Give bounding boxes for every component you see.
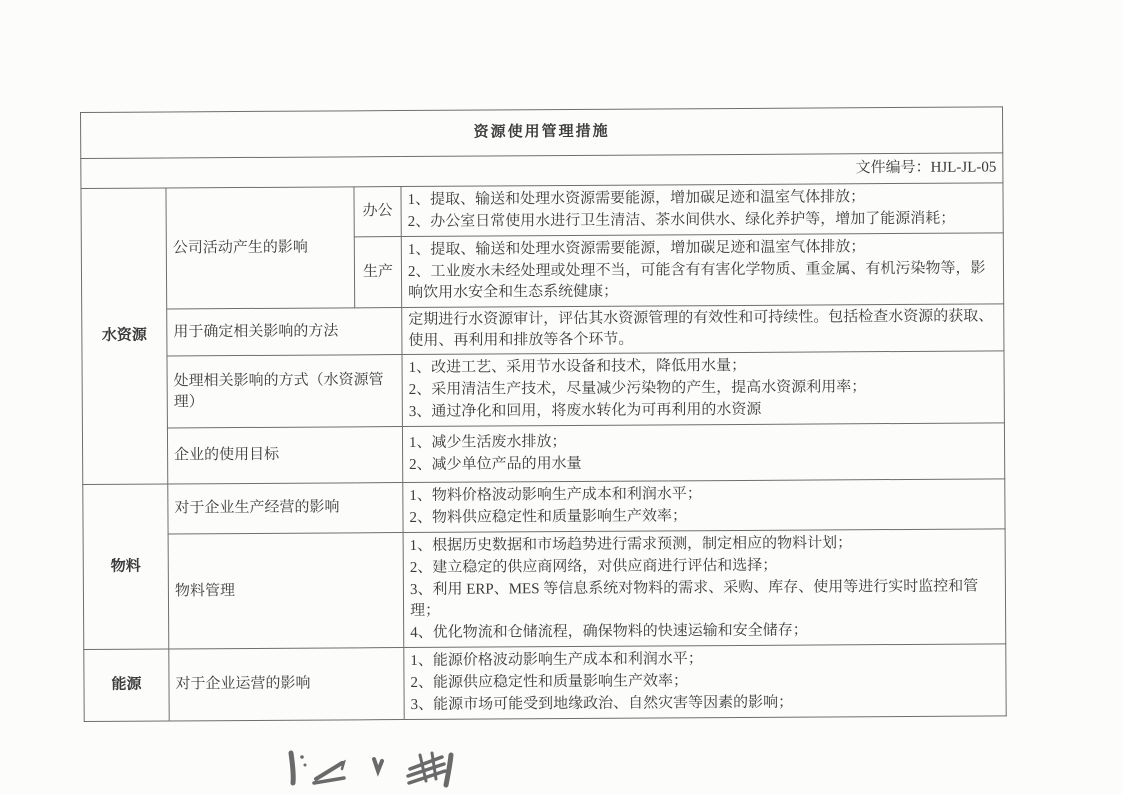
cell-material-management-content bbox=[403, 529, 1006, 648]
row-label-method: 用于确定相关影响的方法 bbox=[167, 308, 402, 356]
cell-energy-impact-content bbox=[404, 644, 1006, 720]
document-number: 文件编号：HJL-JL-05 bbox=[81, 153, 1003, 189]
row-label-treatment: 处理相关影响的方式（水资源管理） bbox=[167, 355, 402, 428]
document-title: 资源使用管理措施 bbox=[81, 107, 1003, 159]
content-line: 1、根据历史数据和市场趋势进行需求预测，制定相应的物料计划； bbox=[409, 535, 853, 554]
category-water: 水资源 bbox=[81, 188, 168, 485]
content-line: 1、提取、输送和处理水资源需要能源，增加碳足迹和温室气体排放； bbox=[407, 239, 866, 258]
row-label-material-impact: 对于企业生产经营的影响 bbox=[168, 483, 403, 534]
row-label-activity-impact: 公司活动产生的影响 bbox=[166, 187, 355, 309]
content-line: 3、能源市场可能受到地缘政治、自然灾害等因素的影响； bbox=[410, 694, 794, 713]
content-line: 1、物料价格波动影响生产成本和利润水平； bbox=[409, 486, 702, 504]
content-line: 2、物料供应稳定性和质量影响生产效率； bbox=[409, 508, 688, 526]
content-line: 4、优化物流和仓储流程，确保物料的快速运输和安全储存； bbox=[410, 622, 808, 641]
category-energy: 能源 bbox=[84, 649, 169, 722]
cell-production-content bbox=[401, 233, 1003, 308]
row-label-energy-impact: 对于企业运营的影响 bbox=[169, 648, 404, 721]
row-label-usage-target: 企业的使用目标 bbox=[167, 427, 402, 484]
cell-production-label: 生产 bbox=[354, 237, 401, 308]
content-line: 2、工业废水未经处理或处理不当，可能含有有害化学物质、重金属、有机污染物等，影响饮用水安全和生态系统健康； bbox=[407, 260, 986, 301]
content-line: 1、能源价格波动影响生产成本和利润水平； bbox=[410, 651, 703, 669]
handwriting-marks bbox=[278, 745, 463, 794]
content-line: 2、建立稳定的供应商网络，对供应商进行评估和选择； bbox=[409, 557, 778, 576]
content-line: 2、办公室日常使用水进行卫生清洁、茶水间供水、绿化养护等，增加了能源消耗； bbox=[407, 210, 956, 231]
cell-treatment-content bbox=[402, 351, 1004, 427]
cell-office-content bbox=[401, 183, 1003, 237]
cell-method-content: 定期进行水资源审计，评估其水资源管理的有效性和可持续性。包括检查水资源的获取、使用、再利用和排放等各个环节。 bbox=[402, 304, 1004, 355]
cell-office-label: 办公 bbox=[354, 187, 401, 237]
content-line: 1、提取、输送和处理水资源需要能源，增加碳足迹和温室气体排放； bbox=[407, 189, 866, 209]
content-line: 2、采用清洁生产技术，尽量减少污染物的产生，提高水资源利用率； bbox=[408, 379, 867, 398]
content-line: 2、能源供应稳定性和质量影响生产效率； bbox=[410, 673, 689, 691]
cell-material-impact-content bbox=[403, 479, 1005, 533]
content-line: 1、改进工艺、采用节水设备和技术，降低用水量； bbox=[408, 357, 747, 376]
category-material: 物料 bbox=[83, 484, 169, 650]
row-label-material-management: 物料管理 bbox=[168, 533, 404, 649]
content-line: 3、利用 ERP、MES 等信息系统对物料的需求、采购、库存、使用等进行实时监控和管理； bbox=[409, 578, 979, 619]
content-line: 1、减少生活废水排放； bbox=[408, 434, 567, 451]
content-line: 2、减少单位产品的用水量 bbox=[409, 455, 582, 473]
resource-management-table bbox=[80, 106, 1006, 722]
content-line: 3、通过净化和回用，将废水转化为可再利用的水资源 bbox=[408, 401, 762, 420]
cell-usage-target-content bbox=[402, 423, 1004, 483]
